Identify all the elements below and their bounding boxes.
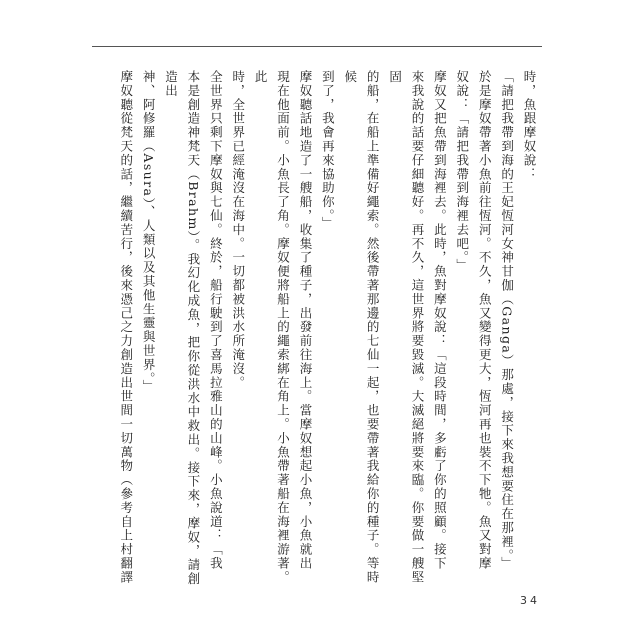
page-number: 34 bbox=[520, 594, 540, 607]
text-line-9: 摩奴聽話地造了一艘船，收集了種子，出發前往海上。當摩奴想起小魚，小魚就出 bbox=[297, 70, 313, 571]
text-line-11: 時，全世界已經淹沒在海中。一切都被洪水所淹沒。 bbox=[230, 70, 246, 390]
text-line-7: 的船，在船上準備好繩索。然後帶著那邊的七仙一起，也要帶著我給你的種子。等時候 bbox=[342, 70, 381, 585]
text-line-12: 全世界只剩下摩奴與七仙。終於，船行駛到了喜馬拉雅山的山峰。小魚說道：「我 bbox=[208, 70, 224, 571]
text-line-3: 於是摩奴帶著小魚前往恆河。不久，魚又變得更大，恆河再也裝不下牠。魚又對摩 bbox=[477, 70, 493, 571]
text-line-13: 本是創造神梵天（Brahm）。我幻化成魚，把你從洪水中救出。接下來，摩奴，請創造出 bbox=[163, 70, 201, 586]
text-line-15: 摩奴聽從梵天的話，繼續苦行，後來憑己之力創造出世間一切萬物（參考自上村翻譯 bbox=[118, 70, 134, 585]
text-line-14: 神、阿修羅（Asura）、人類以及其他生靈與世界。」 bbox=[141, 70, 157, 394]
text-line-5: 摩奴又把魚帶到海裡去。此時，魚對摩奴說：「這段時間，多虧了你的照顧。接下 bbox=[432, 70, 448, 571]
text-line-1: 時，魚跟摩奴說： bbox=[522, 70, 537, 182]
text-line-4: 奴說：「請把我帶到海裡去吧。」 bbox=[454, 70, 470, 273]
text-line-8: 到了，我會再來協助你。」 bbox=[320, 70, 336, 231]
vertical-text-body bbox=[118, 70, 540, 590]
header-rule bbox=[92, 46, 542, 47]
text-line-10: 現在他面前。小魚長了角。摩奴便將船上的繩索綁在角上。小魚帶著船在海裡游著。此 bbox=[253, 70, 291, 585]
text-line-2: 「請把我帶到海的王妃恆河女神甘伽（Ganga）那處，接下來我想要住在那裡。」 bbox=[499, 70, 515, 571]
text-line-6: 來我說的話要仔細聽好。再不久，這世界將要毀滅。大滅絕將要來臨。你要做一艘堅固 bbox=[387, 70, 425, 585]
